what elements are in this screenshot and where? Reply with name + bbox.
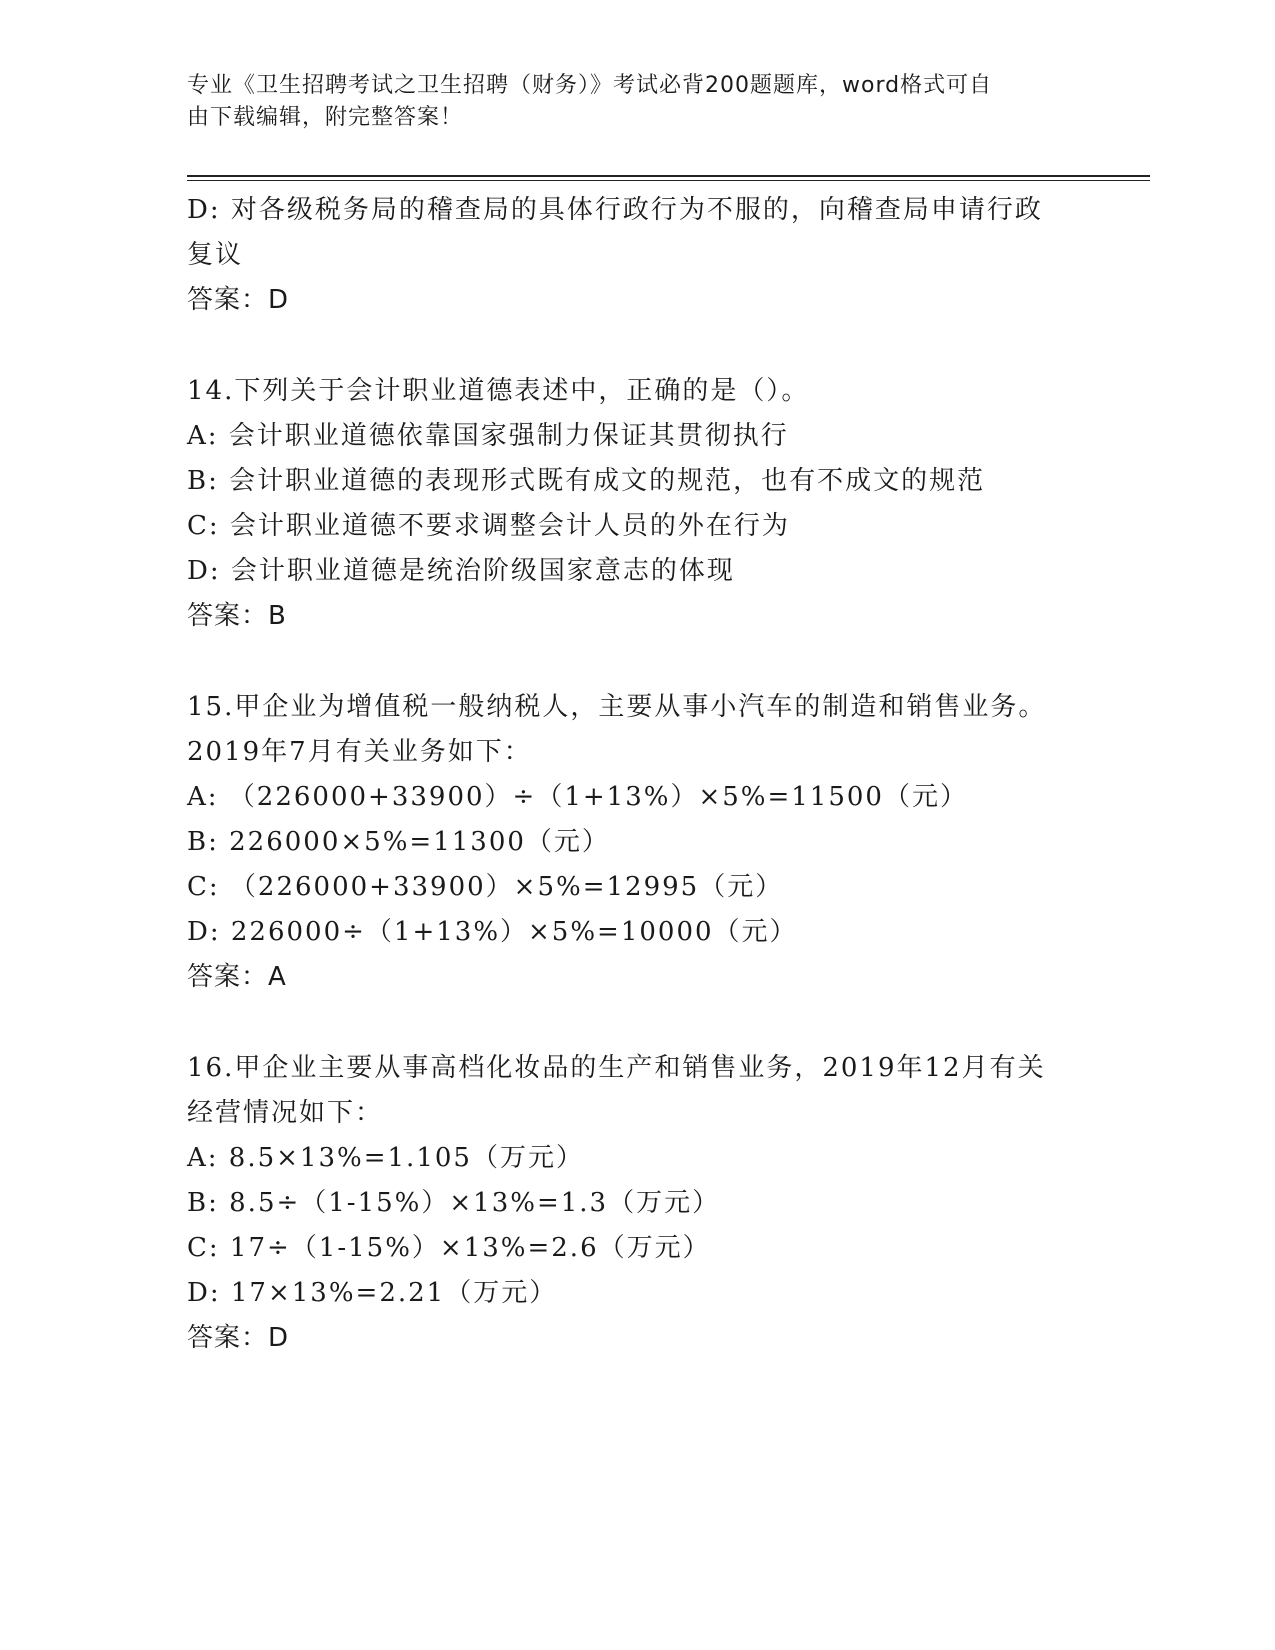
question-stem: 14.下列关于会计职业道德表述中，正确的是（）。 [187, 376, 810, 406]
option-b: B: 226000×5%=11300（元） [187, 827, 610, 857]
document-body [187, 188, 1087, 1361]
option-d-continued: 复议 [187, 240, 244, 270]
option-a: A: （226000+33900）÷（1+13%）×5%=11500（元） [187, 782, 968, 812]
question-16 [187, 1046, 1087, 1361]
option-a: A: 8.5×13%=1.105（万元） [187, 1143, 584, 1173]
spacer [187, 639, 1087, 685]
option-c: C: 会计职业道德不要求调整会计人员的外在行为 [187, 511, 790, 541]
option-b: B: 8.5÷（1-15%）×13%=1.3（万元） [187, 1188, 721, 1218]
spacer [187, 323, 1087, 369]
option-b: B: 会计职业道德的表现形式既有成文的规范，也有不成文的规范 [187, 466, 986, 496]
option-a: A: 会计职业道德依靠国家强制力保证其贯彻执行 [187, 421, 789, 451]
header-divider-thick [187, 175, 1150, 177]
answer-line: 答案：D [187, 1323, 290, 1353]
option-d: D: 会计职业道德是统治阶级国家意志的体现 [187, 556, 735, 586]
option-c: C: （226000+33900）×5%=12995（元） [187, 872, 784, 902]
header-line-2: 由下载编辑，附完整答案！ [187, 105, 464, 130]
question-stem: 16.甲企业主要从事高档化妆品的生产和销售业务，2019年12月有关 [187, 1053, 1046, 1083]
option-d: D: 17×13%=2.21（万元） [187, 1278, 558, 1308]
question-13-tail [187, 188, 1087, 323]
answer-line: 答案：D [187, 285, 290, 315]
option-d: D: 对各级税务局的稽查局的具体行政行为不服的，向稽查局申请行政 [187, 195, 1043, 225]
header-divider-thin [187, 180, 1150, 181]
question-stem-continued: 2019年7月有关业务如下： [187, 737, 532, 767]
question-15 [187, 685, 1087, 1000]
header-line-1: 专业《卫生招聘考试之卫生招聘（财务）》考试必背200题题库，word格式可自 [187, 73, 993, 98]
question-stem: 15.甲企业为增值税一般纳税人，主要从事小汽车的制造和销售业务。 [187, 692, 1047, 722]
spacer [187, 1000, 1087, 1046]
option-d: D: 226000÷（1+13%）×5%=10000（元） [187, 917, 798, 947]
option-c: C: 17÷（1-15%）×13%=2.6（万元） [187, 1233, 711, 1263]
question-14 [187, 369, 1087, 639]
document-header [187, 70, 1087, 134]
answer-line: 答案：A [187, 962, 287, 992]
answer-line: 答案：B [187, 601, 287, 631]
question-stem-continued: 经营情况如下： [187, 1098, 384, 1128]
